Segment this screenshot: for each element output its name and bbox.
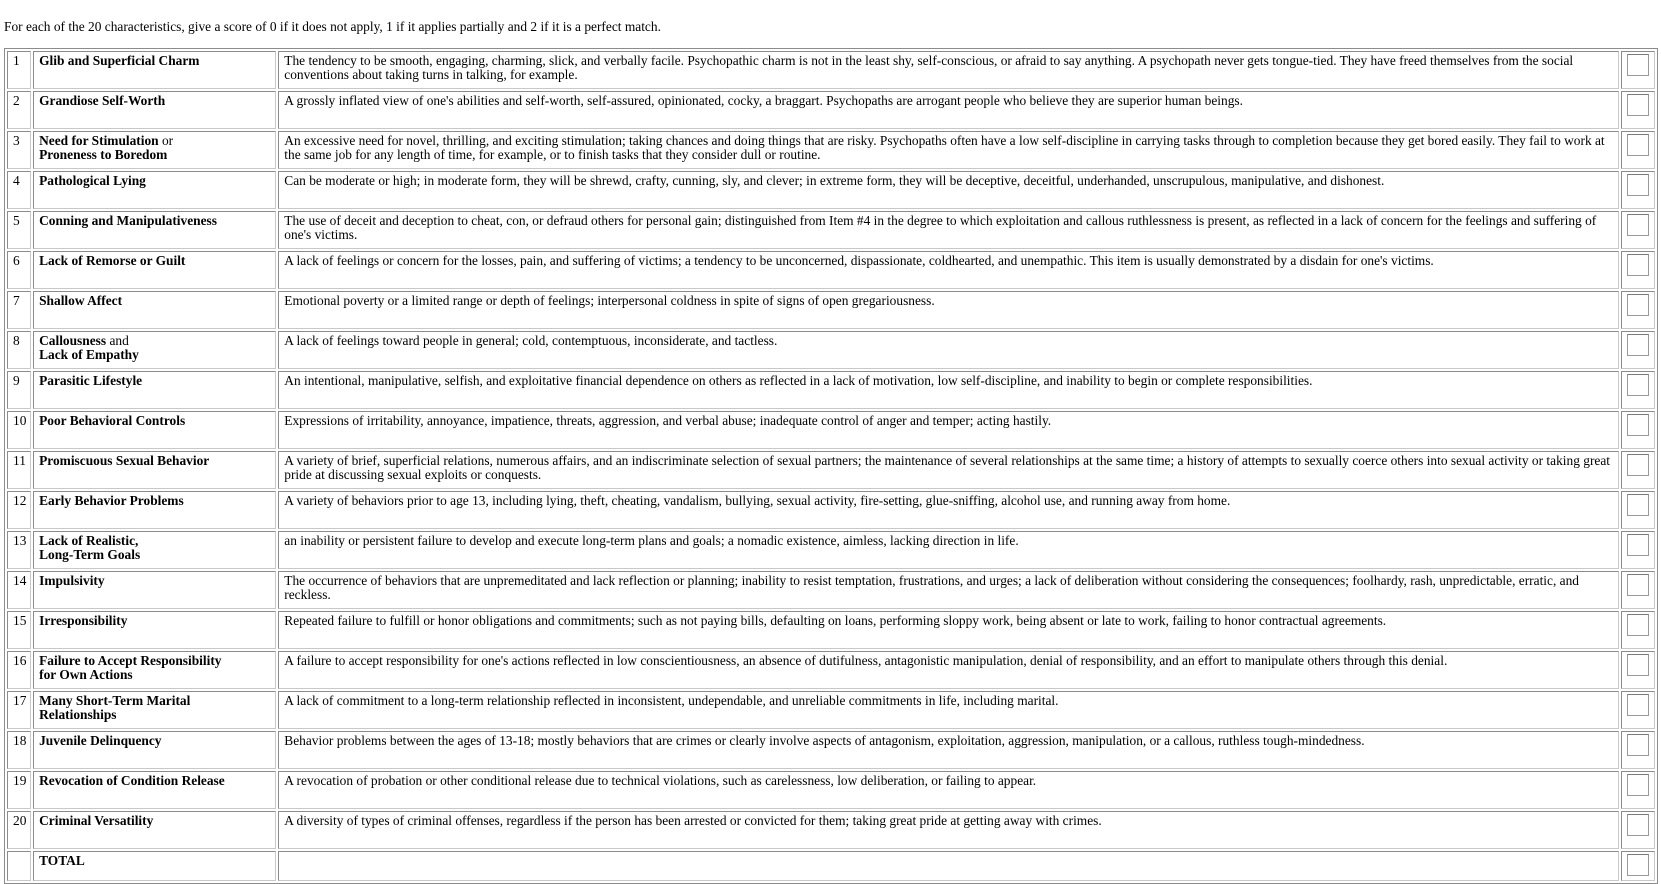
score-input[interactable] xyxy=(1627,614,1649,636)
characteristic-row xyxy=(7,411,1655,449)
item-number: 4 xyxy=(7,171,31,209)
score-cell xyxy=(1621,531,1655,569)
score-cell xyxy=(1621,131,1655,169)
item-name-bold: Revocation of Condition Release xyxy=(39,773,225,788)
item-name-bold: Grandiose Self-Worth xyxy=(39,93,166,108)
item-number: 14 xyxy=(7,571,31,609)
score-cell xyxy=(1621,811,1655,849)
score-input[interactable] xyxy=(1627,214,1649,236)
score-cell xyxy=(1621,91,1655,129)
score-cell xyxy=(1621,171,1655,209)
item-name-line-1 xyxy=(39,694,270,708)
score-input[interactable] xyxy=(1627,734,1649,756)
item-name-bold: Need for Stimulation xyxy=(39,133,159,148)
item-description: A revocation of probation or other conditional release due to technical violations, such as carelessness, low deliberation, or failing to appear. xyxy=(278,771,1619,809)
instructions-text: For each of the 20 characteristics, give a score of 0 if it does not apply, 1 if it applies partially and 2 if it is a perfect match. xyxy=(4,19,661,34)
item-number: 2 xyxy=(7,91,31,129)
item-description: A lack of feelings toward people in general; cold, contemptuous, inconsiderate, and tactless. xyxy=(278,331,1619,369)
characteristic-row xyxy=(7,371,1655,409)
item-number: 12 xyxy=(7,491,31,529)
item-name-line-2: Proneness to Boredom xyxy=(39,147,168,163)
item-description: A lack of commitment to a long-term relationship reflected in inconsistent, undependable, and unreliable commitments in life, including marital. xyxy=(278,691,1619,729)
item-name-bold: Failure to Accept Responsibility xyxy=(39,653,222,668)
score-input[interactable] xyxy=(1627,374,1649,396)
total-score-cell xyxy=(1621,851,1655,881)
characteristic-row xyxy=(7,771,1655,809)
item-description: A failure to accept responsibility for one's actions reflected in low conscientiousness, an absence of dutifulness, antagonistic manipulation, denial of responsibility, and an effort to manipulate others through this denial. xyxy=(278,651,1619,689)
score-cell xyxy=(1621,771,1655,809)
item-name xyxy=(33,51,276,89)
score-input[interactable] xyxy=(1627,174,1649,196)
score-cell xyxy=(1621,331,1655,369)
item-name xyxy=(33,291,276,329)
item-name-bold: Lack of Realistic, xyxy=(39,533,139,548)
score-cell xyxy=(1621,251,1655,289)
item-name-line-1 xyxy=(39,454,270,468)
item-name-line-1 xyxy=(39,334,270,348)
item-number: 6 xyxy=(7,251,31,289)
item-number: 13 xyxy=(7,531,31,569)
characteristic-row xyxy=(7,811,1655,849)
total-label: TOTAL xyxy=(33,851,276,881)
score-input[interactable] xyxy=(1627,54,1649,76)
item-name-bold: Irresponsibility xyxy=(39,613,128,628)
characteristic-row xyxy=(7,131,1655,169)
item-description: An intentional, manipulative, selfish, and exploitative financial dependence on others as reflected in a lack of motivation, low self-discipline, and inability to begin or complete responsibilities. xyxy=(278,371,1619,409)
characteristic-row xyxy=(7,51,1655,89)
item-name xyxy=(33,571,276,609)
score-input[interactable] xyxy=(1627,814,1649,836)
item-number: 5 xyxy=(7,211,31,249)
item-name xyxy=(33,531,276,569)
item-name-line-1 xyxy=(39,734,270,748)
item-name-bold: Juvenile Delinquency xyxy=(39,733,162,748)
item-number: 8 xyxy=(7,331,31,369)
item-name xyxy=(33,691,276,729)
item-description: A lack of feelings or concern for the losses, pain, and suffering of victims; a tendency to be unconcerned, dispassionate, coldhearted, and unempathic. This item is usually demonstrated by a disdain for one's victims. xyxy=(278,251,1619,289)
item-name-line-1 xyxy=(39,814,270,828)
total-score-input[interactable] xyxy=(1627,854,1649,876)
item-name xyxy=(33,371,276,409)
item-name xyxy=(33,411,276,449)
score-cell xyxy=(1621,491,1655,529)
item-name xyxy=(33,131,276,169)
item-number: 19 xyxy=(7,771,31,809)
item-name-line-1 xyxy=(39,254,270,268)
item-name-line-2: Relationships xyxy=(39,707,117,723)
item-name xyxy=(33,451,276,489)
item-name xyxy=(33,211,276,249)
item-name xyxy=(33,771,276,809)
score-input[interactable] xyxy=(1627,654,1649,676)
item-number: 15 xyxy=(7,611,31,649)
item-name-line-1 xyxy=(39,774,270,788)
item-name-bold: Glib and Superficial Charm xyxy=(39,53,200,68)
characteristic-row xyxy=(7,331,1655,369)
item-name-line-1 xyxy=(39,214,270,228)
item-description: A variety of brief, superficial relations, numerous affairs, and an indiscriminate selection of sexual partners; the maintenance of several relationships at the same time; a history of attempts to sexually coerce others into sexual activity or taking great pride at discussing sexual exploits or conquests. xyxy=(278,451,1619,489)
item-name xyxy=(33,491,276,529)
score-cell xyxy=(1621,451,1655,489)
item-name-line-1 xyxy=(39,614,270,628)
item-name-line-1 xyxy=(39,414,270,428)
item-description: A diversity of types of criminal offenses, regardless if the person has been arrested or convicted for them; taking great pride at getting away with crimes. xyxy=(278,811,1619,849)
item-description: The tendency to be smooth, engaging, charming, slick, and verbally facile. Psychopathic charm is not in the least shy, self-conscious, or afraid to say anything. A psychopath never gets tongue-tied. They have freed themselves from the social conventions about taking turns in talking, for example. xyxy=(278,51,1619,89)
characteristic-row xyxy=(7,251,1655,289)
characteristic-row xyxy=(7,211,1655,249)
item-name-line-1 xyxy=(39,374,270,388)
item-name xyxy=(33,731,276,769)
score-input[interactable] xyxy=(1627,94,1649,116)
item-name xyxy=(33,811,276,849)
score-input[interactable] xyxy=(1627,294,1649,316)
item-number: 18 xyxy=(7,731,31,769)
score-input[interactable] xyxy=(1627,454,1649,476)
item-description: The use of deceit and deception to cheat, con, or defraud others for personal gain; distinguished from Item #4 in the degree to which exploitation and callous ruthlessness is present, as reflected in a lack of concern for the feelings and suffering of one's victims. xyxy=(278,211,1619,249)
characteristic-row xyxy=(7,651,1655,689)
item-name-bold: Conning and Manipulativeness xyxy=(39,213,217,228)
item-number: 3 xyxy=(7,131,31,169)
item-name-connector: or xyxy=(158,133,174,148)
score-cell xyxy=(1621,651,1655,689)
item-name-bold: Callousness xyxy=(39,333,107,348)
total-spacer xyxy=(7,851,31,881)
score-input[interactable] xyxy=(1627,774,1649,796)
score-cell xyxy=(1621,371,1655,409)
item-description: Can be moderate or high; in moderate form, they will be shrewd, crafty, cunning, sly, and clever; in extreme form, they will be deceptive, deceitful, underhanded, unscrupulous, manipulative, and dishonest. xyxy=(278,171,1619,209)
item-name-line-1 xyxy=(39,654,270,668)
item-name-line-2: for Own Actions xyxy=(39,667,133,683)
item-name-line-2: Lack of Empathy xyxy=(39,347,139,363)
item-name-bold: Shallow Affect xyxy=(39,293,123,308)
score-cell xyxy=(1621,51,1655,89)
item-name-bold: Criminal Versatility xyxy=(39,813,154,828)
score-input[interactable] xyxy=(1627,494,1649,516)
score-cell xyxy=(1621,211,1655,249)
total-row xyxy=(7,851,1655,881)
score-input[interactable] xyxy=(1627,694,1649,716)
item-name xyxy=(33,611,276,649)
item-number: 16 xyxy=(7,651,31,689)
score-input[interactable] xyxy=(1627,254,1649,276)
item-description: Repeated failure to fulfill or honor obligations and commitments; such as not paying bills, defaulting on loans, performing sloppy work, being absent or late to work, failing to honor contractual agreements. xyxy=(278,611,1619,649)
characteristic-row xyxy=(7,291,1655,329)
item-number: 9 xyxy=(7,371,31,409)
score-cell xyxy=(1621,731,1655,769)
item-name-bold: Early Behavior Problems xyxy=(39,493,184,508)
item-description: Behavior problems between the ages of 13-18; mostly behaviors that are crimes or clearly involve aspects of antagonism, exploitation, aggression, manipulation, or a callous, ruthless tough-mindedness. xyxy=(278,731,1619,769)
item-name-line-1 xyxy=(39,294,270,308)
item-name-bold: Pathological Lying xyxy=(39,173,146,188)
item-name-line-1 xyxy=(39,534,270,548)
item-description: Emotional poverty or a limited range or depth of feelings; interpersonal coldness in spite of signs of open gregariousness. xyxy=(278,291,1619,329)
item-name-bold: Poor Behavioral Controls xyxy=(39,413,186,428)
item-description: an inability or persistent failure to develop and execute long-term plans and goals; a nomadic existence, aimless, lacking direction in life. xyxy=(278,531,1619,569)
item-number: 11 xyxy=(7,451,31,489)
score-input[interactable] xyxy=(1627,414,1649,436)
item-description: An excessive need for novel, thrilling, and exciting stimulation; taking chances and doing things that are risky. Psychopaths often have a low self-discipline in carrying tasks through to completion because they get bored easily. They fail to work at the same job for any length of time, for example, or to finish tasks that they consider dull or routine. xyxy=(278,131,1619,169)
score-input[interactable] xyxy=(1627,534,1649,556)
characteristic-row xyxy=(7,571,1655,609)
item-name-bold: Lack of Remorse or Guilt xyxy=(39,253,186,268)
item-number: 1 xyxy=(7,51,31,89)
characteristic-row xyxy=(7,611,1655,649)
total-description-cell xyxy=(278,851,1619,881)
score-input[interactable] xyxy=(1627,574,1649,596)
characteristic-row xyxy=(7,691,1655,729)
item-description: A variety of behaviors prior to age 13, including lying, theft, cheating, vandalism, bullying, sexual activity, fire-setting, glue-sniffing, alcohol use, and running away from home. xyxy=(278,491,1619,529)
characteristics-table xyxy=(4,48,1658,884)
item-name-line-1 xyxy=(39,94,270,108)
characteristic-row xyxy=(7,91,1655,129)
item-description: Expressions of irritability, annoyance, impatience, threats, aggression, and verbal abuse; inadequate control of anger and temper; acting hastily. xyxy=(278,411,1619,449)
item-name xyxy=(33,331,276,369)
item-name-line-1 xyxy=(39,134,270,148)
score-cell xyxy=(1621,611,1655,649)
score-cell xyxy=(1621,291,1655,329)
item-name-line-1 xyxy=(39,494,270,508)
item-name xyxy=(33,651,276,689)
item-number: 17 xyxy=(7,691,31,729)
item-name-line-2: Long-Term Goals xyxy=(39,547,141,563)
item-name-bold: Promiscuous Sexual Behavior xyxy=(39,453,210,468)
item-name-line-1 xyxy=(39,174,270,188)
item-name-line-1 xyxy=(39,54,270,68)
item-description: A grossly inflated view of one's abilities and self-worth, self-assured, opinionated, cocky, a braggart. Psychopaths are arrogant people who believe they are superior human beings. xyxy=(278,91,1619,129)
characteristic-row xyxy=(7,171,1655,209)
item-name-bold: Parasitic Lifestyle xyxy=(39,373,143,388)
characteristic-row xyxy=(7,451,1655,489)
item-name xyxy=(33,171,276,209)
item-description: The occurrence of behaviors that are unpremeditated and lack reflection or planning; inability to resist temptation, frustrations, and urges; a lack of deliberation without considering the consequences; foolhardy, rash, unpredictable, erratic, and reckless. xyxy=(278,571,1619,609)
score-input[interactable] xyxy=(1627,334,1649,356)
characteristic-row xyxy=(7,731,1655,769)
score-cell xyxy=(1621,691,1655,729)
item-name-connector: and xyxy=(106,333,129,348)
item-name xyxy=(33,91,276,129)
score-cell xyxy=(1621,571,1655,609)
item-name-bold: Many Short-Term Marital xyxy=(39,693,191,708)
item-number: 10 xyxy=(7,411,31,449)
item-name-line-1 xyxy=(39,574,270,588)
item-number: 20 xyxy=(7,811,31,849)
score-cell xyxy=(1621,411,1655,449)
characteristic-row xyxy=(7,531,1655,569)
item-name xyxy=(33,251,276,289)
characteristic-row xyxy=(7,491,1655,529)
item-number: 7 xyxy=(7,291,31,329)
item-name-bold: Impulsivity xyxy=(39,573,105,588)
score-input[interactable] xyxy=(1627,134,1649,156)
